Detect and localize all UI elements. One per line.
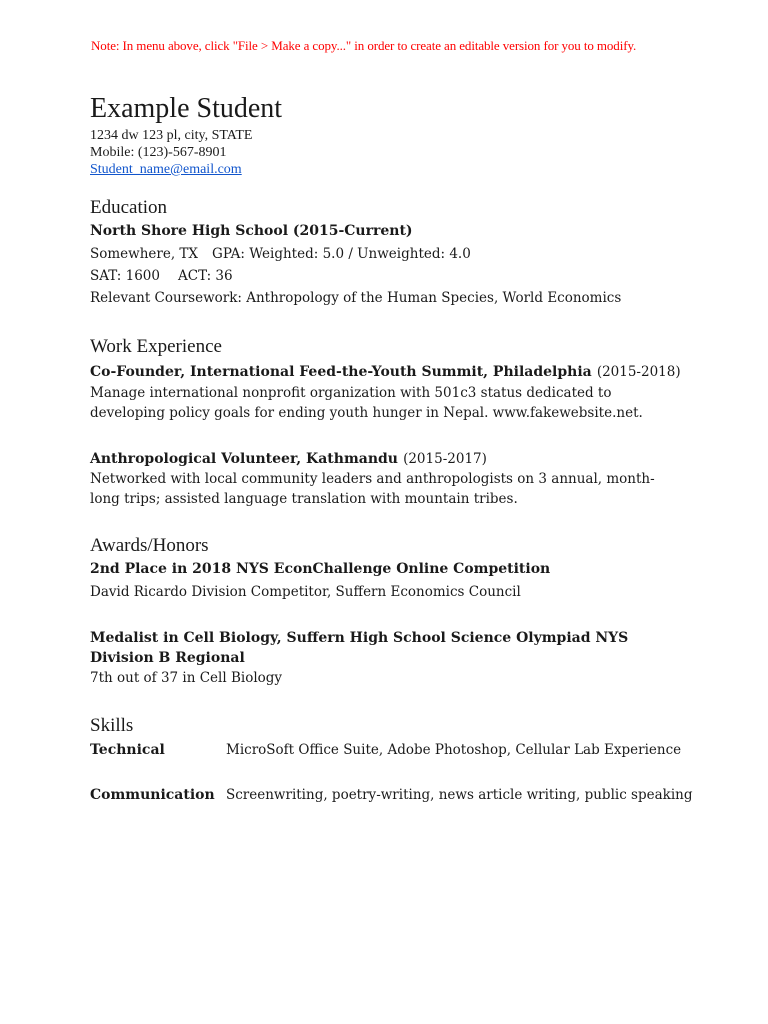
- work-heading: Work Experience: [90, 336, 222, 357]
- job-1-title: Co-Founder, International Feed-the-Youth Summit, Philadelphia: [90, 364, 592, 380]
- job-2-years: (2015-2017): [403, 451, 487, 467]
- copy-note: Note: In menu above, click "File > Make a copy..." in order to create an editable version for you to modify.: [91, 38, 637, 53]
- job-2-description: Networked with local community leaders and anthropologists on 3 annual, month-long trips; assisted language translation with mountain tribes.: [90, 471, 655, 507]
- school-info: [90, 246, 471, 262]
- award-1-title: 2nd Place in 2018 NYS EconChallenge Online Competition: [90, 561, 551, 577]
- job-1-description: Manage international nonprofit organization with 501c3 status dedicated to developing policy goals for ending youth hunger in Nepal. www.fakewebsite.net.: [90, 385, 643, 421]
- test-scores: [90, 268, 233, 284]
- skill-1-label: Technical: [90, 742, 165, 758]
- job-1-header: [90, 361, 681, 380]
- job-2-title: Anthropological Volunteer, Kathmandu: [90, 451, 398, 467]
- skill-1-value: MicroSoft Office Suite, Adobe Photoshop, Cellular Lab Experience: [226, 742, 682, 758]
- student-name: Example Student: [90, 93, 283, 124]
- coursework: Relevant Coursework: Anthropology of the Human Species, World Economics: [90, 290, 622, 306]
- mobile: Mobile: (123)-567-8901: [90, 145, 227, 160]
- sat-score: SAT: 1600: [90, 268, 160, 284]
- school-name: North Shore High School (2015-Current): [90, 223, 413, 239]
- award-2-detail: 7th out of 37 in Cell Biology: [90, 670, 283, 686]
- job-1-years: (2015-2018): [596, 364, 681, 380]
- award-2-title: Medalist in Cell Biology, Suffern High School Science Olympiad NYS Division B Regional: [90, 630, 629, 666]
- awards-heading: Awards/Honors: [90, 535, 209, 556]
- gpa: GPA: Weighted: 5.0 / Unweighted: 4.0: [212, 246, 471, 262]
- skill-2-label: Communication: [90, 787, 215, 803]
- job-2-header: [90, 448, 487, 467]
- school-location: Somewhere, TX: [90, 246, 199, 262]
- skills-heading: Skills: [90, 715, 134, 736]
- skill-2-value: Screenwriting, poetry-writing, news article writing, public speaking: [226, 787, 693, 803]
- email-link[interactable]: Student_name@email.com: [90, 162, 242, 177]
- education-heading: Education: [90, 197, 168, 218]
- act-score: ACT: 36: [177, 268, 233, 284]
- address: 1234 dw 123 pl, city, STATE: [90, 128, 253, 143]
- award-1-detail: David Ricardo Division Competitor, Suffern Economics Council: [90, 584, 521, 600]
